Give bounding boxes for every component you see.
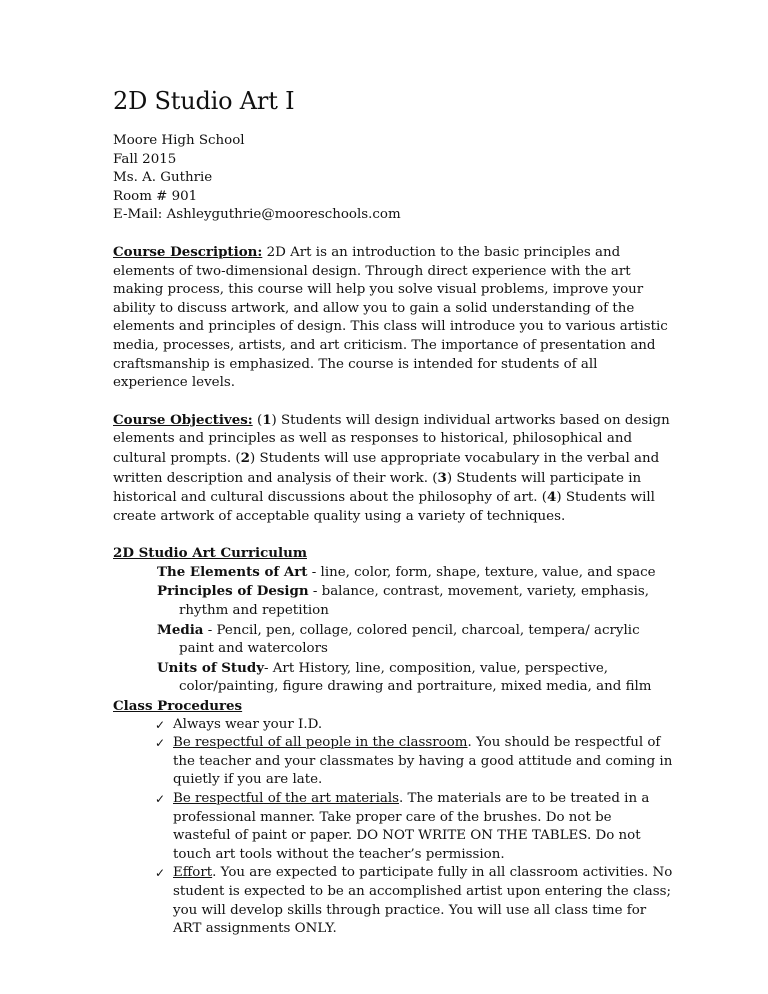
checkmark-icon: ✓ [155,717,166,732]
procedure-text: . The materials are to be treated in a professional manner. Take proper care of the brushes. Do not be wasteful of paint or paper. DO NOT WRITE ON THE TABLES. Do not touch art tools without the teacher’s permission. [173,791,650,862]
procedures-section [113,697,673,939]
objective-text: ) Students will design individual artworks based on design elements and principles as well as responses to historical, philosophical and cultural prompts. ( [113,412,670,466]
procedure-item [155,864,673,938]
curriculum-section [113,544,673,697]
curriculum-item [157,563,673,583]
objective-number: 2 [240,449,250,466]
procedure-text: Always wear your I.D. [173,716,323,732]
objective-number: 1 [262,411,272,428]
curriculum-item-label: Media [157,621,204,638]
curriculum-item-label: Units of Study [157,659,264,676]
curriculum-item [157,582,673,620]
term: Fall 2015 [113,151,177,167]
document-title: 2D Studio Art I [113,87,295,115]
procedure-text: . You should be respectful of the teacher and your classmates by having a good attitude and coming in quietly if you are late. [173,735,673,788]
teacher-name: Ms. A. Guthrie [113,170,213,186]
course-objectives-heading: Course Objectives: [113,411,253,428]
procedure-emphasis: Be respectful of all people in the classroom [173,735,468,751]
header-info [113,132,673,225]
curriculum-item-text: - Art History, line, composition, value, perspective, color/painting, figure drawing and portraiture, mixed media, and film [179,660,652,695]
checkmark-icon: ✓ [155,792,166,806]
course-description-heading: Course Description: [113,243,263,260]
school-name: Moore High School [113,133,245,148]
curriculum-item [157,659,673,697]
checkmark-icon: ✓ [155,866,166,881]
course-objectives: Course Objectives: (1) Students will design individual artworks based on design elements and principles as well as responses to historical, philosophical and cultural prompts. (2) Students will use appropriate vocabulary in the verbal and written description and analysis of their work. (3) Students will participate in historical and cultural discussions about the philosophy of art. (4) Students will create artwork of acceptable quality using a variety of techniques. [113,411,670,524]
room-number: Room # 901 [113,188,198,204]
curriculum-item-text: - Pencil, pen, collage, colored pencil, charcoal, tempera/ acrylic paint and watercolors [179,622,640,657]
curriculum-item-text: - line, color, form, shape, texture, value, and space [307,564,656,580]
objective-text: ) Students will create artwork of acceptable quality using a variety of techniques. [113,490,655,524]
procedure-emphasis: Effort [173,865,213,881]
procedure-item [155,734,673,790]
procedure-item [155,716,673,735]
objective-number: 4 [547,489,557,506]
procedures-heading: Class Procedures [113,698,243,715]
objective-number: 3 [437,469,447,486]
curriculum-item [157,621,673,659]
curriculum-heading: 2D Studio Art Curriculum [113,545,307,562]
procedures-list [113,716,673,939]
course-description-text: 2D Art is an introduction to the basic principles and elements of two-dimensional design. Through direct experience with the art making process, this course will help you solve visual problems, improve your ability to discuss artwork, and allow you to gain a solid understanding of the elements and principles of design. This class will introduce you to various artistic media, processes, artists, and art criticism. The importance of presentation and craftsmanship is emphasized. The course is intended for students of all experience levels. [113,244,668,391]
objective-text: ) Students will participate in historical and cultural discussions about the philosophy of art. ( [113,470,642,506]
document-body [113,86,673,939]
curriculum-item-text: - balance, contrast, movement, variety, emphasis, rhythm and repetition [179,584,650,619]
curriculum-item-label: Principles of Design [157,583,309,600]
teacher-email: E-Mail: Ashleyguthrie@mooreschools.com [113,207,401,223]
checkmark-icon: ✓ [155,736,166,751]
procedure-emphasis: Be respectful of the art materials [173,791,400,806]
objective-text: ) Students will use appropriate vocabulary in the verbal and written description and analysis of their work. ( [113,450,660,486]
course-description [113,243,673,393]
curriculum-item-label: The Elements of Art [157,563,308,580]
procedure-text: . You are expected to participate fully in all classroom activities. No student is expected to be an accomplished artist upon entering the class; you will develop skills through practice. You will use all class time for ART assignments ONLY. [173,865,673,937]
procedure-item [155,790,673,864]
